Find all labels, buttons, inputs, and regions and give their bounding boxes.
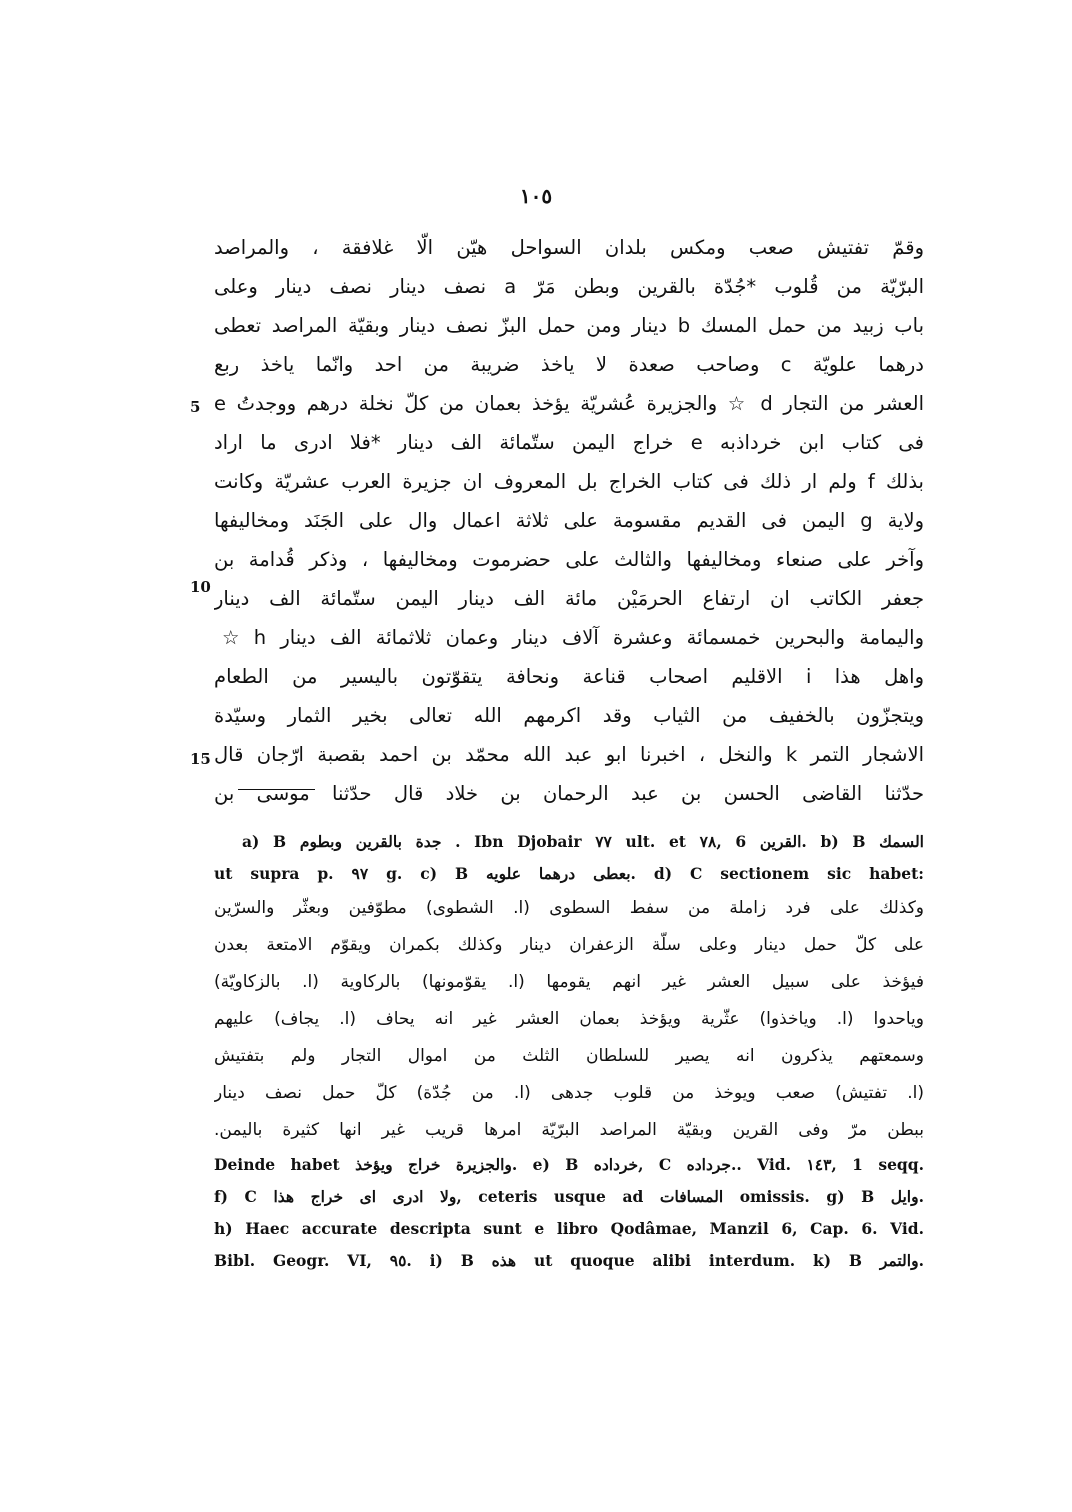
footnote-line: Bibl. Geogr. VI, ٩٥. i) B هذه ut quoque alibi interdum. k) B والتمر. — [214, 1251, 924, 1270]
footnote-line: f) C ولا ادرى اى خراج هذا, ceteris usque ad المسافات omissis. g) B وايل. — [214, 1187, 924, 1206]
text-line: واليمامة والبحرين خمسمائة وعشرة آلاف دينار وعمان ثلاثمائة الف دينار h ☆ — [214, 626, 924, 649]
text-line: البرّيّة من قُلوب *جُدّة بالقرين وبطن مَرّ a نصف دينار نصف دينار وعلى — [214, 275, 924, 298]
text-line: وقمّ تفتيش صعب ومكس بلدان السواحل هيّن الّا غلافقة ، والمراصد — [214, 236, 924, 259]
text-line: الاشجار التمر k والنخل ، اخبرنا ابو عبد الله محمّد بن احمد بقصبة ارّجان قال — [214, 743, 924, 766]
text-line: باب زبيد من حمل المسك b دينار ومن حمل البزّ نصف دينار وبقيّة المراصد تعطى — [214, 314, 924, 337]
footnote-line: فيؤخذ على سبيل العشر غير انهم يقومها (l. يقوّمونها) بالركاوية (l. بالزكاويّة) — [214, 972, 924, 992]
text-line: ويتجزّون بالخفيف من الثياب وقد اكرمهم الله تعالى بخير الثمار وسيّدة — [214, 704, 924, 727]
footnote-line: ببطن مرّ وفى القرين وبقيّة المراصد البرّيّة امرها قريب غير انها كثيرة باليمن. — [214, 1120, 924, 1140]
text-line: درهما علويّة c وصاحب صعدة لا ياخذ ضريبة من احد وانّما ياخذ ربع — [214, 353, 924, 376]
footnotes — [214, 826, 924, 1277]
footnote-line: Deinde habet والجزيرة خراج ويؤخذ. e) B خرداده, C جرداده.. Vid. ١٤٣, 1 seqq. — [214, 1155, 924, 1174]
text-line: واهل هذا i الاقليم اصحاب قناعة ونحافة يتقوّتون باليسير من الطعام — [214, 665, 924, 688]
footnote-line: h) Haec accurate descripta sunt e libro Qodâmae, Manzil 6, Cap. 6. Vid. — [214, 1219, 924, 1238]
text-line: وآخر على صنعاء ومخاليفها والثالث على حضرموت ومخاليفها ، وذكر قُدامة بن — [214, 548, 924, 571]
footnote-line: (l. تفتيش) صعب ويوخذ من قلوب جدهى (l. من جُدّة) كلّ حمل نصف دينار — [214, 1083, 924, 1103]
footnote-line: وكذلك على فرد زاملة من سفط السطوى (l. الشطوى) مطوّفين وبعثّر والسرّين — [214, 898, 924, 918]
line-number-5: 5 — [190, 398, 201, 416]
page-number: ١٠٥ — [519, 184, 553, 208]
text-line: حدّثنا القاضى الحسن بن عبد الرحمان بن خلاد قال حدّثنا موسى بن — [214, 782, 924, 805]
footnote-line: ut supra p. ٩٧ g. c) B بعطى درهما علويه. d) C sectionem sic habet: — [214, 864, 924, 883]
text-line: بذلك f ولم ار ذلك فى كتاب الخراج بل المعروف ان جزيرة العرب عشريّة وكانت — [214, 470, 924, 493]
text-line: جعفر الكاتب ان ارتفاع الحرمَيْن مائة الف دينار اليمن ستّمائة الف دينار — [214, 587, 924, 610]
footnote-line: وياحدوا (l. وياخذوا) عثّرية ويؤخذ بعمان العشر غير انه يحاف (l. يجاف) عليهم — [214, 1009, 924, 1029]
main-text-body — [214, 228, 924, 813]
line-number-10: 10 — [190, 578, 211, 596]
text-line: فى كتاب ابن خرداذبه e خراج اليمن ستّمائة الف دينار *فلا ادرى ما اراد — [214, 431, 924, 454]
text-line: ولاية g اليمن فى القديم مقسومة على ثلاثة اعمال وال على الجَنَد ومخاليفها — [214, 509, 924, 532]
footnote-separator — [238, 789, 315, 790]
footnote-line: وسمعتهم يذكرون انه يصير للسلطان الثلث من اموال التجار ولم بتفتيش — [214, 1046, 924, 1066]
line-number-15: 15 — [190, 750, 211, 768]
text-line: العشر من التجار d ☆ والجزيرة عُشريّة يؤخذ بعمان من كلّ نخلة درهم ووجدتُ e — [214, 392, 924, 415]
footnote-line: a) B جدة بالقرين وبطوم . Ibn Djobair ٧٧ ult. et ٧٨, 6 القرين. b) B السمك — [242, 832, 924, 851]
footnote-line: على كلّ حمل دينار وعلى سلّة الزعفران دينار وكذلك بكمران ويقوّم الامتعة بعدن — [214, 935, 924, 955]
